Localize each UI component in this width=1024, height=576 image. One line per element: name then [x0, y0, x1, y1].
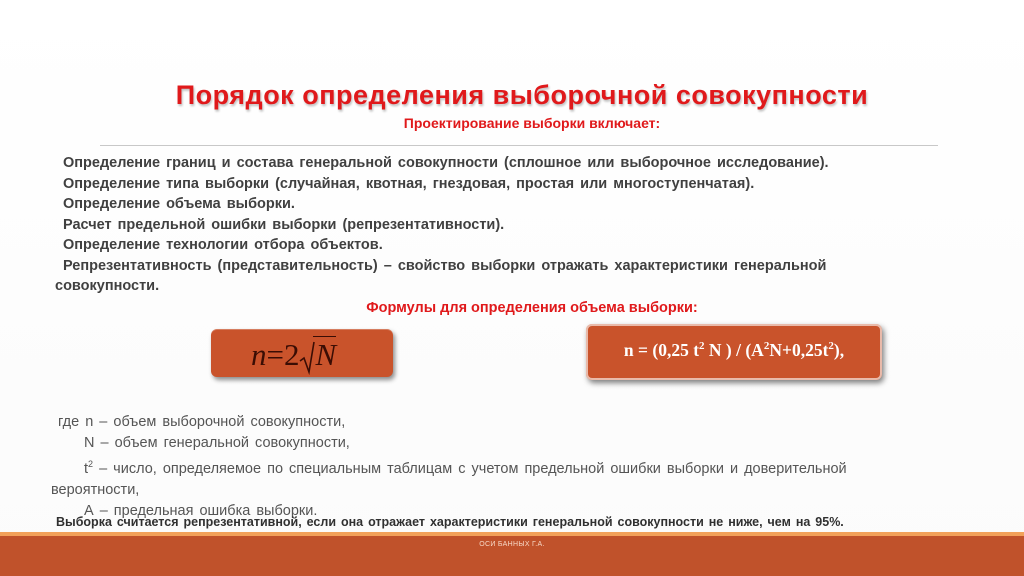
- formula-part: n = (0,25 t: [623, 340, 700, 360]
- legend-line: вероятности,: [51, 481, 140, 498]
- divider: [100, 145, 938, 146]
- formula-box-right: [586, 324, 882, 380]
- sqrt-icon: [299, 341, 313, 371]
- representativeness-line-1: Репрезентативность (представительность) – свойство выборки отражать характеристики генеральной: [63, 257, 827, 274]
- formula-part: ),: [833, 340, 845, 360]
- procedure-list: [55, 153, 948, 297]
- representativeness-definition: [55, 256, 948, 297]
- formula-part: N+0,25t: [769, 340, 829, 360]
- formula-lhs: n: [251, 337, 267, 372]
- list-item: Определение объема выборки.: [63, 196, 295, 212]
- formula-box-left: [211, 329, 393, 377]
- legend-line: [51, 454, 961, 480]
- formula-exponent: 2: [763, 340, 770, 353]
- formula-radicand: N: [315, 337, 337, 372]
- list-item: Расчет предельной ошибки выборки (репрезентативности).: [63, 216, 505, 233]
- legend-exponent: 2: [88, 459, 94, 469]
- formulas-heading: Формулы для определения объема выборки:: [366, 300, 698, 316]
- list-item: Определение типа выборки (случайная, квотная, гнездовая, простая или многоступенчатая).: [63, 175, 755, 192]
- formula-eq: =: [266, 337, 284, 372]
- list-item: Определение границ и состава генеральной совокупности (сплошное или выборочное исследование).: [63, 155, 829, 171]
- legend-line: А – предельная ошибка выборки.: [84, 502, 318, 519]
- legend-line: N – объем генеральной совокупности,: [84, 435, 350, 451]
- representativeness-line-2: совокупности.: [55, 278, 160, 294]
- formula-legend: [51, 412, 961, 522]
- list-item: Определение технологии отбора объектов.: [63, 237, 383, 253]
- slide-subtitle: Проектирование выборки включает:: [403, 115, 661, 131]
- legend-line: где n – объем выборочной совокупности,: [58, 414, 346, 430]
- formula-coef: 2: [283, 337, 300, 372]
- conclusion-text: Выборка считается репрезентативной, если она отражает характеристики генеральной совокупности не ниже, чем на 95%.: [56, 515, 844, 529]
- legend-t: t: [84, 460, 89, 477]
- formula-part: N ) / (A: [704, 340, 764, 360]
- sample-size-formula: [586, 340, 882, 361]
- slide-title: Порядок определения выборочной совокупности: [175, 80, 869, 110]
- legend-text: – число, определяемое по специальным таблицам с учетом предельной ошибки выборки и доверительной: [93, 460, 847, 477]
- formula-exponent: 2: [699, 340, 705, 353]
- sqrt-formula: [251, 337, 336, 373]
- formula-exponent: 2: [828, 340, 834, 353]
- footer-author: ОСИ БАННЫХ Г.А.: [479, 541, 545, 548]
